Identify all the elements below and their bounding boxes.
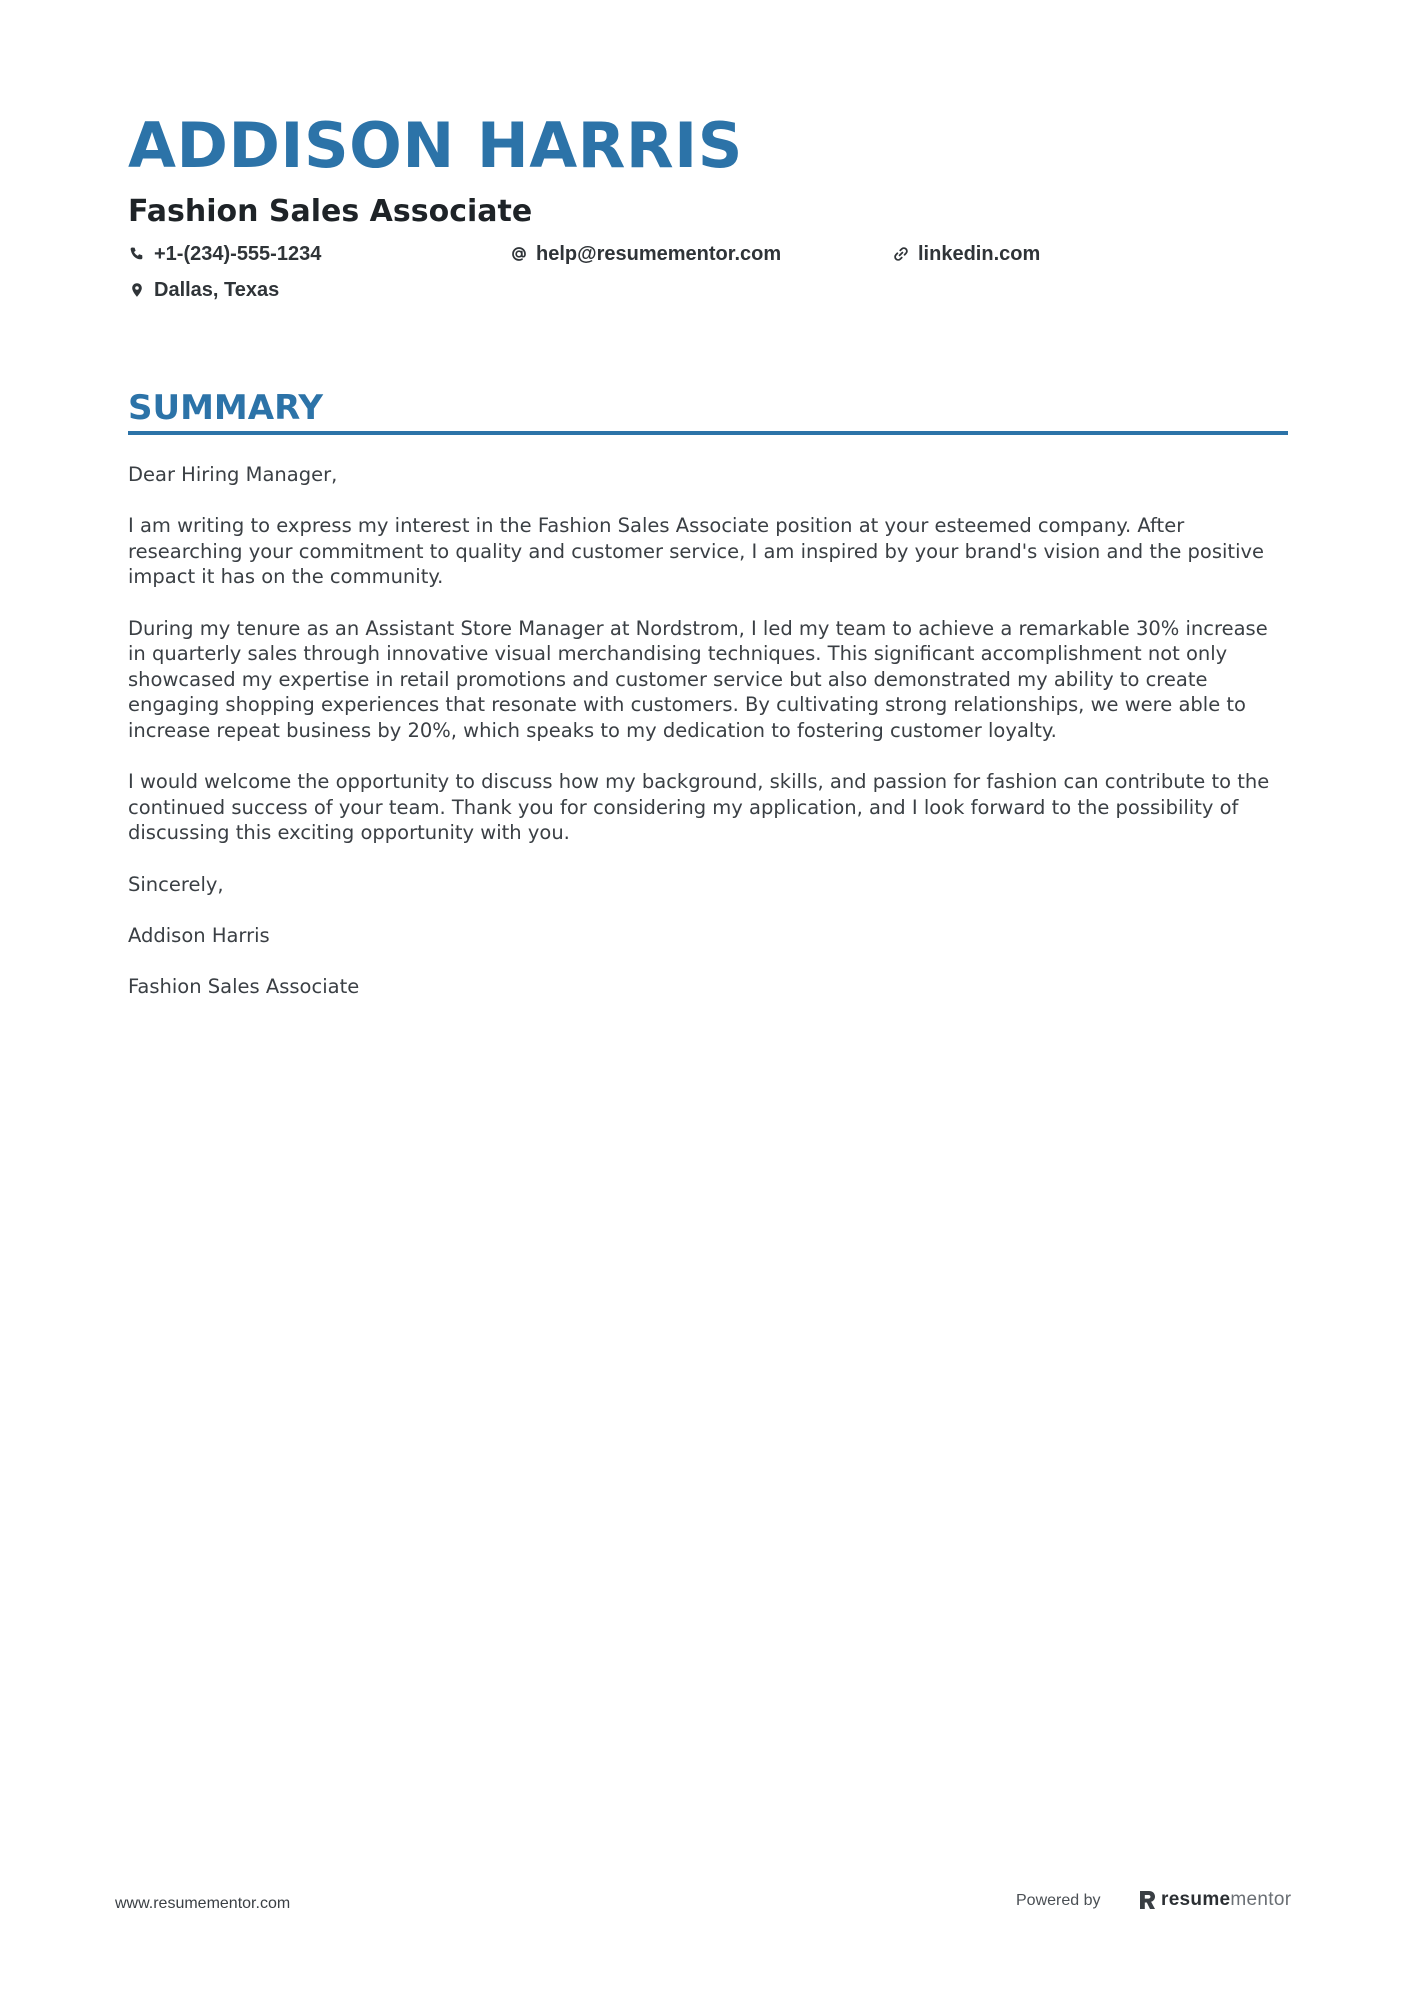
link-icon [892,245,910,263]
contact-email [510,241,781,267]
footer-website[interactable]: www.resumementor.com [115,1895,291,1912]
letter-paragraph: I am writing to express my interest in the Fashion Sales Associate position at your esteemed company. After researching your commitment to quality and customer service, I am inspired by your brand's vision and the positive impact it has on the community. [128,514,1265,589]
contact-link-text: linkedin.com [918,243,1041,265]
map-pin-icon [128,281,146,299]
candidate-role: Fashion Sales Associate [128,194,533,229]
contact-phone-text: +1-(234)-555-1234 [154,243,322,265]
brand-wordmark-bold: resume [1161,1889,1231,1910]
resumementor-logo-icon [1138,1889,1158,1911]
letter-signature-title: Fashion Sales Associate [128,974,360,998]
letter-salutation: Dear Hiring Manager, [128,463,338,486]
section-title-summary: SUMMARY [128,388,324,428]
contact-link [892,241,1040,267]
phone-icon [128,245,146,263]
contact-phone [128,241,321,267]
contact-email-text: help@resumementor.com [536,243,782,265]
letter-closing: Sincerely, [128,872,224,896]
contact-location [128,277,279,303]
contact-location-text: Dallas, Texas [154,279,280,301]
powered-by-label: Powered by [1016,1892,1101,1909]
letter-paragraph: I would welcome the opportunity to discuss how my background, skills, and passion for fashion can contribute to the continued success of your team. Thank you for considering my application, and I look forward to the possibility of discussing this exciting opportunity with you. [128,770,1270,845]
brand-logo[interactable] [1138,1885,1291,1915]
brand-wordmark [1161,1889,1291,1911]
letter-paragraph: During my tenure as an Assistant Store Manager at Nordstrom, I led my team to achieve a remarkable 30% increase in quarterly sales through innovative visual merchandising techniques. This significant accomplishment not only showcased my expertise in retail promotions and customer service but also demonstrated my ability to create engaging shopping experiences that resonate with customers. By cultivating strong relationships, we were able to increase repeat business by 20%, which speaks to my dedication to fostering customer loyalty. [128,616,1268,742]
section-divider [128,431,1288,435]
letter-signature-name: Addison Harris [128,923,270,947]
brand-wordmark-light: mentor [1230,1889,1292,1910]
letter-body [128,462,1288,1025]
candidate-name: ADDISON HARRIS [128,109,743,182]
at-icon [510,245,528,263]
